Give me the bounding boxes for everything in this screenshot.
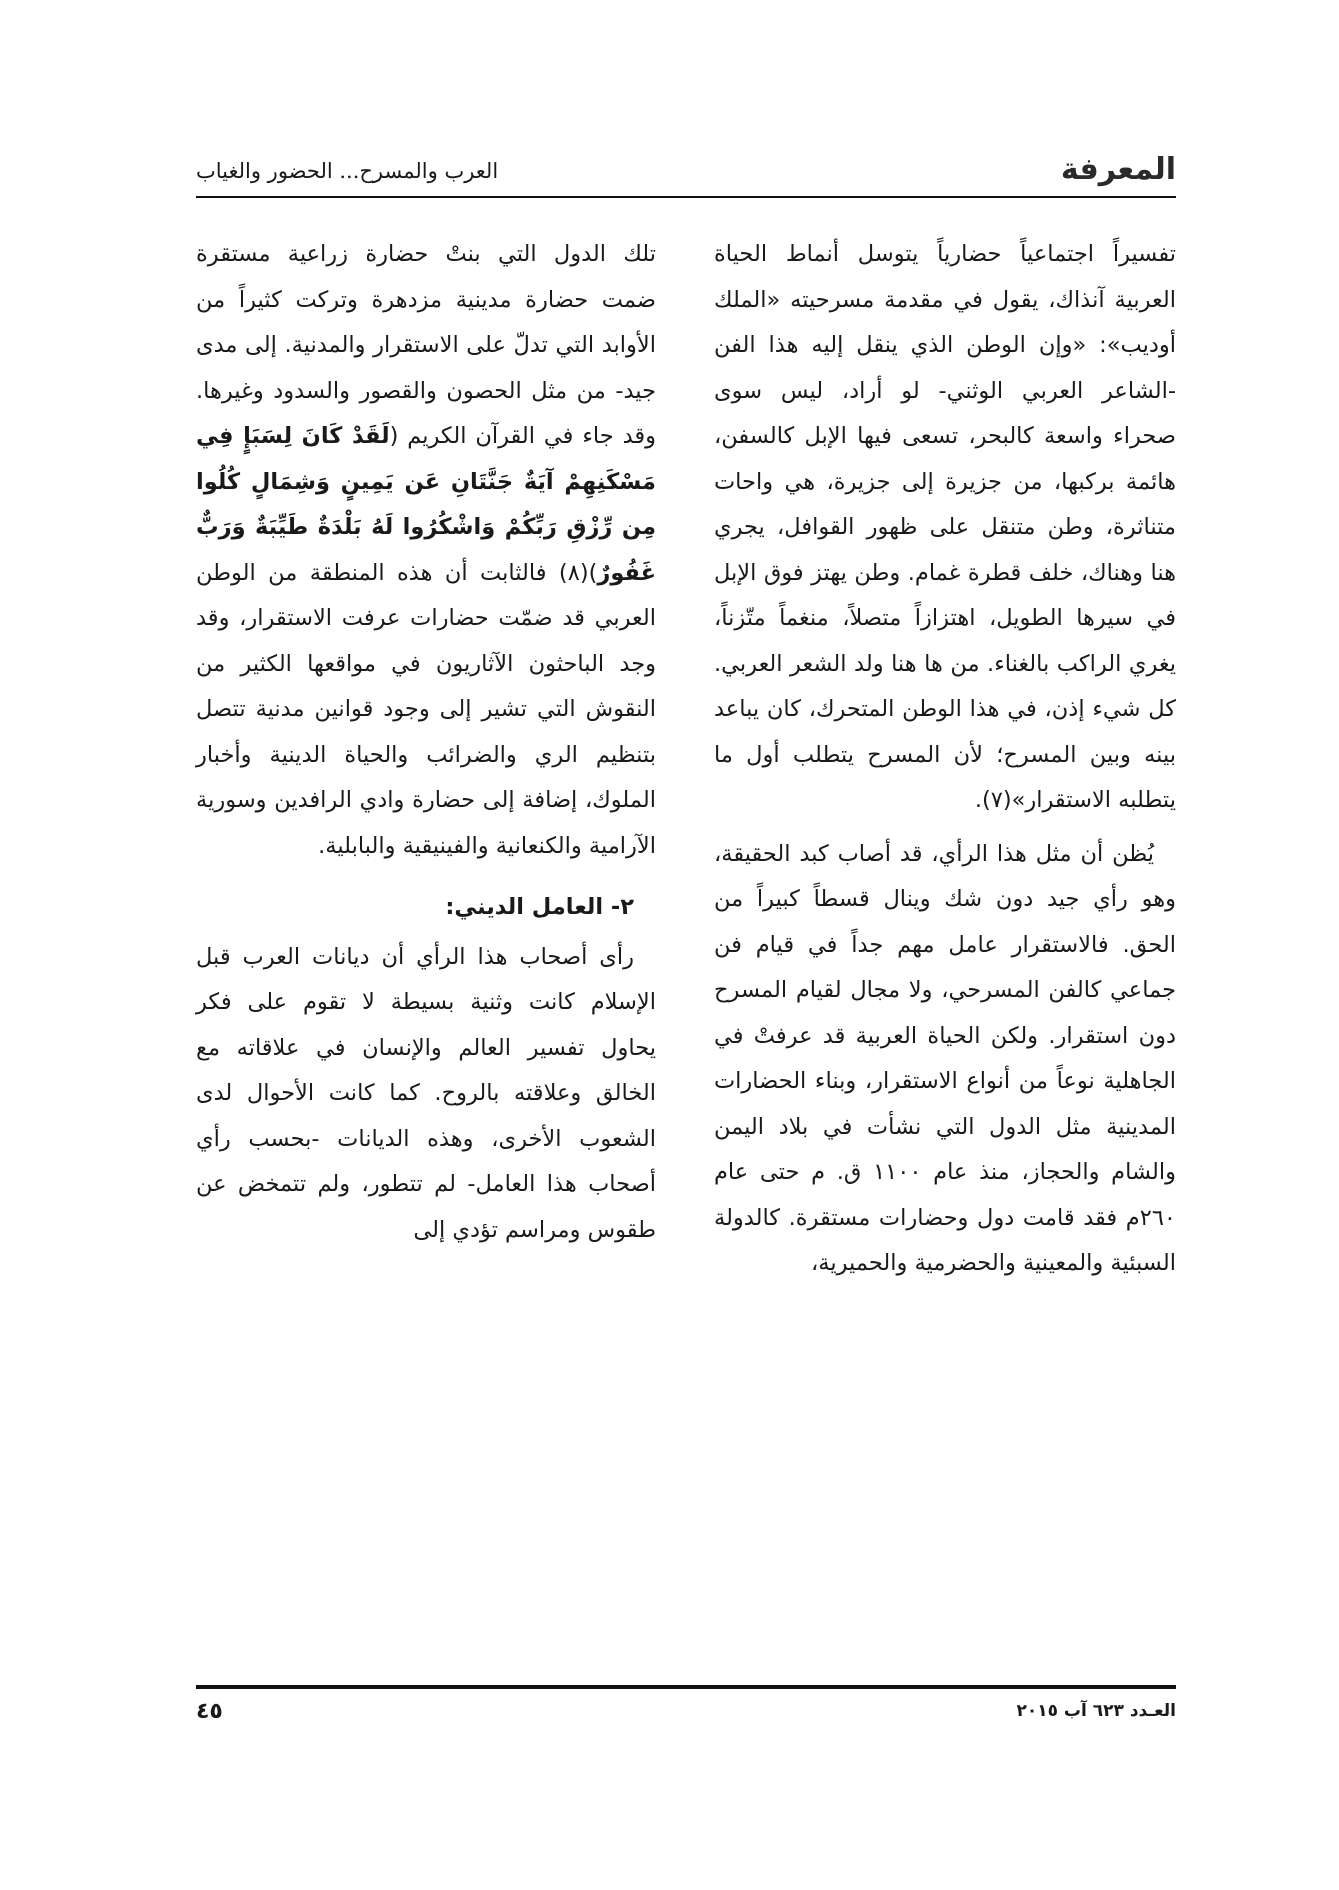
text-span: تلك الدول التي بنتْ حضارة زراعية مستقرة ضمت حضارة مدينية مزدهرة وتركت كثيراً من الأوابد التي تدلّ على الاستقرار والمدنية. إلى مدى جيد- من مثل الحصون والقصور والسدود وغيرها. وقد جاء في القرآن الكريم ( [196,241,656,449]
page-header [196,150,1176,198]
quran-verse: لَقَدْ كَانَ لِسَبَإٍ فِي مَسْكَنِهِمْ آيَةٌ جَنَّتَانِ عَن يَمِينٍ وَشِمَالٍ كُلُوا مِن رِّزْقِ رَبِّكُمْ وَاشْكُرُوا لَهُ بَلْدَةٌ طَيِّبَةٌ وَرَبٌّ غَفُورٌ [196,423,656,586]
page-number: ٤٥ [196,1699,223,1724]
right-column [714,232,1176,1287]
magazine-logo: المعرفة [1060,152,1176,187]
page-footer [196,1685,1176,1729]
running-title: العرب والمسرح... الحضور والغياب [196,159,499,183]
text-span: )(٨) فالثابت أن هذه المنطقة من الوطن العربي قد ضمّت حضارات عرفت الاستقرار، وقد وجد الباحثون الآثاريون في مواقعها الكثير من النقوش التي تشير إلى وجود قوانين مدنية تتصل بتنظيم الري والضرائب والحياة الدينية وأخبار الملوك، إضافة إلى حضارة وادي الرافدين وسورية الآرامية والكنعانية والفينيقية والبابلية. [196,559,656,859]
paragraph: تفسيراً اجتماعياً حضارياً يتوسل أنماط الحياة العربية آنذاك، يقول في مقدمة مسرحيته «الملك أوديب»: «وإن الوطن الذي ينقل إليه هذا الفن -الشاعر العربي الوثني- لو أراد، ليس سوى صحراء واسعة كالبحر، تسعى فيها الإبل كالسفن، هائمة بركبها، من جزيرة إلى جزيرة، هي واحات متناثرة، وطن متنقل على ظهور القوافل، يجري هنا وهناك، خلف قطرة غمام. وطن يهتز فوق الإبل في سيرها الطويل، اهتزازاً متصلاً، منغماً متّزناً، يغري الراكب بالغناء. من ها هنا ولد الشعر العربي. كل شيء إذن، في هذا الوطن المتحرك، كان يباعد بينه وبين المسرح؛ لأن المسرح يتطلب أول ما يتطلبه الاستقرار»(٧). [714,241,1176,813]
section-subheading: ٢- العامل الديني: [445,894,634,920]
paragraph: رأى أصحاب هذا الرأي أن ديانات العرب قبل الإسلام كانت وثنية بسيطة لا تقوم على فكر يحاول تفسير العالم والإنسان في علاقاته مع الخالق وعلاقته بالروح. كما كانت الأحوال لدى الشعوب الأخرى، وهذه الديانات -بحسب رأي أصحاب هذا العامل- لم تتطور، ولم تتمخض عن طقوس ومراسم تؤدي إلى [196,943,656,1243]
paragraph: يُظن أن مثل هذا الرأي، قد أصاب كبد الحقيقة، وهو رأي جيد دون شك وينال قسطاً كبيراً من الحق. فالاستقرار عامل مهم جداً في قيام فن جماعي كالفن المسرحي، ولا مجال لقيام المسرح دون استقرار. ولكن الحياة العربية قد عرفتْ في الجاهلية نوعاً من أنواع الاستقرار، وبناء الحضارات المدينية مثل الدول التي نشأت في بلاد اليمن والشام والحجاز، منذ عام ١١٠٠ ق. م حتى عام ٢٦٠م فقد قامت دول وحضارات مستقرة. كالدولة السبئية والمعينية والحضرمية والحميرية، [714,840,1176,1276]
left-column [196,232,656,1253]
paragraph [196,232,656,869]
issue-info: العـدد ٦٢٣ آب ٢٠١٥ [1016,1701,1176,1721]
